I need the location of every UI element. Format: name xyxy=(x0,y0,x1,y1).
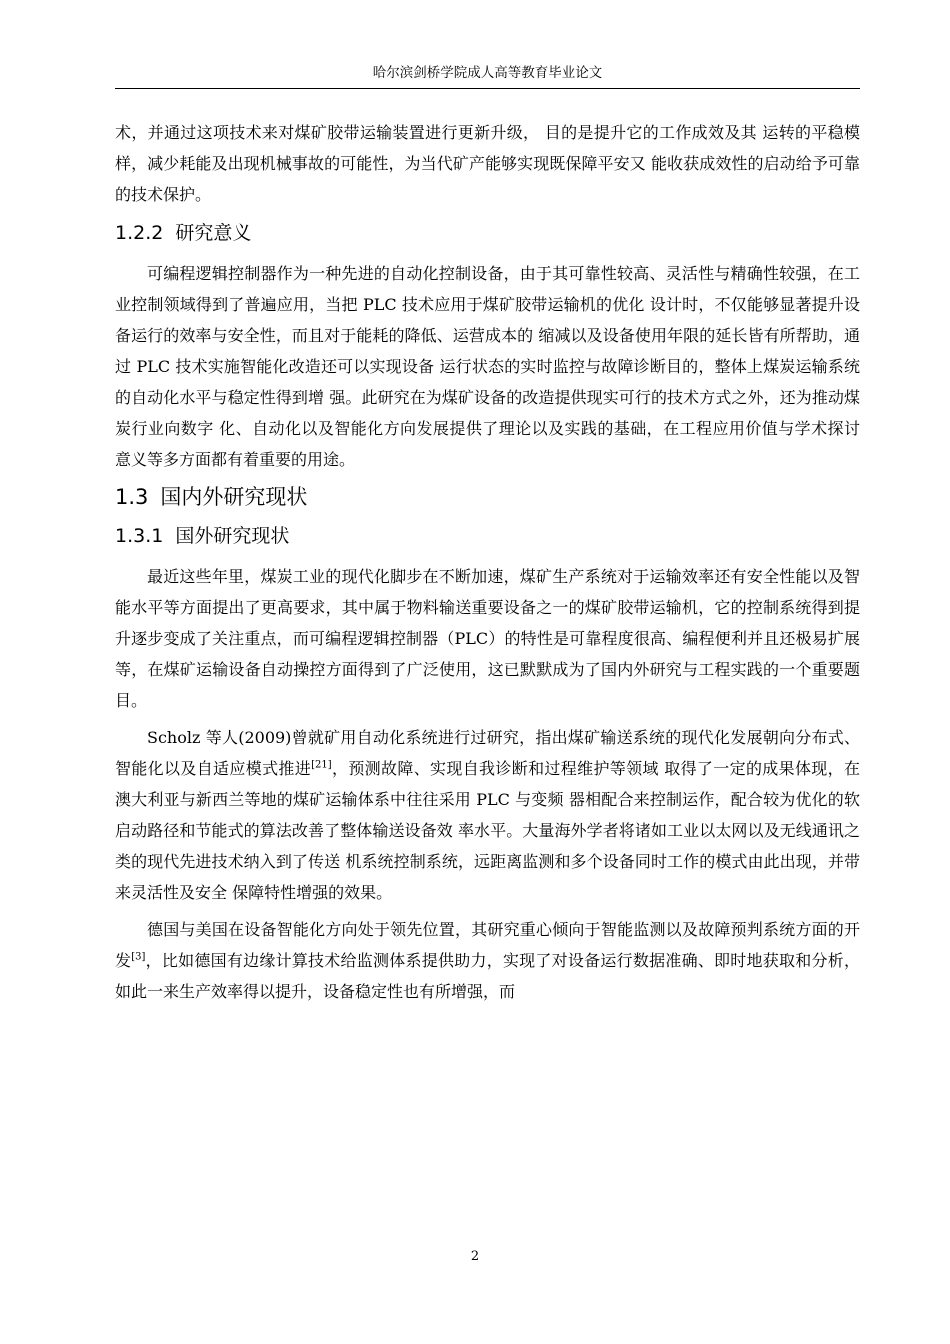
heading-text: 国外研究现状 xyxy=(175,525,290,547)
heading-number: 1.2.2 xyxy=(115,222,164,244)
page-body xyxy=(115,117,860,1007)
paragraph-text: ，比如德国有边缘计算技术给监测体系提供助力，实现了对设备运行数据准确、即时地获取和分析，如此一来生产效率得以提升，设备稳定性也有所增强，而 xyxy=(115,951,860,1001)
heading-text: 国内外研究现状 xyxy=(160,485,308,509)
heading-text: 研究意义 xyxy=(175,222,252,244)
paragraph-scholz xyxy=(115,722,860,908)
heading-number: 1.3.1 xyxy=(115,525,164,547)
paragraph-foreign-status-intro: 最近这些年里，煤炭工业的现代化脚步在不断加速，煤矿生产系统对于运输效率还有安全性能以及智能水平等方面提出了更高要求，其中属于物料输送重要设备之一的煤矿胶带运输机，它的控制系统得到提升逐步变成了关注重点，而可编程逻辑控制器（PLC）的特性是可靠程度很高、编程便利并且还极易扩展等，在煤矿运输设备自动操控方面得到了广泛使用，这已默默成为了国内外研究与工程实践的一个重要题目。 xyxy=(115,567,860,710)
paragraph-continued: 术，并通过这项技术来对煤矿胶带运输装置进行更新升级， 目的是提升它的工作成效及其 运转的平稳模样，减少耗能及出现机械事故的可能性，为当代矿产能够实现既保障平安又 能收获成效性的启动给予可靠的技术保护。 xyxy=(115,123,860,204)
heading-1-3-1 xyxy=(115,521,860,551)
paragraph-text: ，预测故障、实现自我诊断和过程维护等领域 取得了一定的成果体现，在澳大利亚与新西兰等地的煤矿运输体系中往往采用 PLC 与变频 器相配合来控制运作，配合较为优化的软启动路径和节能式的算法改善了整体输送设备效 率水平。大量海外学者将诸如工业以太网以及无线通讯之类的现代先进技术纳入到了传送 机系统控制系统，远距离监测和多个设备同时工作的模式由此出现，并带来灵活性及安全 保障特性增强的效果。 xyxy=(115,759,860,902)
page-number: 2 xyxy=(470,1249,480,1264)
heading-number: 1.3 xyxy=(115,485,149,509)
paragraph-text: 德国与美国在设备智能化方向处于领先位置，其研究重心倾向于智能监测以及故障预判系统方面的开发 xyxy=(115,920,860,970)
citation-ref: [21] xyxy=(311,759,332,771)
paragraph-text: Scholz 等人(2009)曾就矿用自动化系统进行过研究，指出煤矿输送系统的现代化发展朝向分布式、智能化以及自适应模式推进 xyxy=(115,728,860,778)
header-rule xyxy=(115,88,860,89)
citation-ref: [3] xyxy=(131,951,146,963)
running-header: 哈尔滨剑桥学院成人高等教育毕业论文 xyxy=(372,65,603,81)
heading-1-2-2 xyxy=(115,218,860,248)
heading-1-3 xyxy=(115,481,860,513)
paragraph-germany-usa xyxy=(115,914,860,1007)
paragraph-research-significance: 可编程逻辑控制器作为一种先进的自动化控制设备，由于其可靠性较高、灵活性与精确性较强，在工业控制领域得到了普遍应用，当把 PLC 技术应用于煤矿胶带运输机的优化 设计时，不仅能够显著提升设备运行的效率与安全性，而且对于能耗的降低、运营成本的 缩减以及设备使用年限的延长皆有所帮助，通过 PLC 技术实施智能化改造还可以实现设备 运行状态的实时监控与故障诊断目的，整体上煤炭运输系统的自动化水平与稳定性得到增 强。此研究在为煤矿设备的改造提供现实可行的技术方式之外，还为推动煤炭行业向数字 化、自动化以及智能化方向发展提供了理论以及实践的基础，在工程应用价值与学术探讨 意义等多方面都有着重要的用途。 xyxy=(115,264,860,469)
